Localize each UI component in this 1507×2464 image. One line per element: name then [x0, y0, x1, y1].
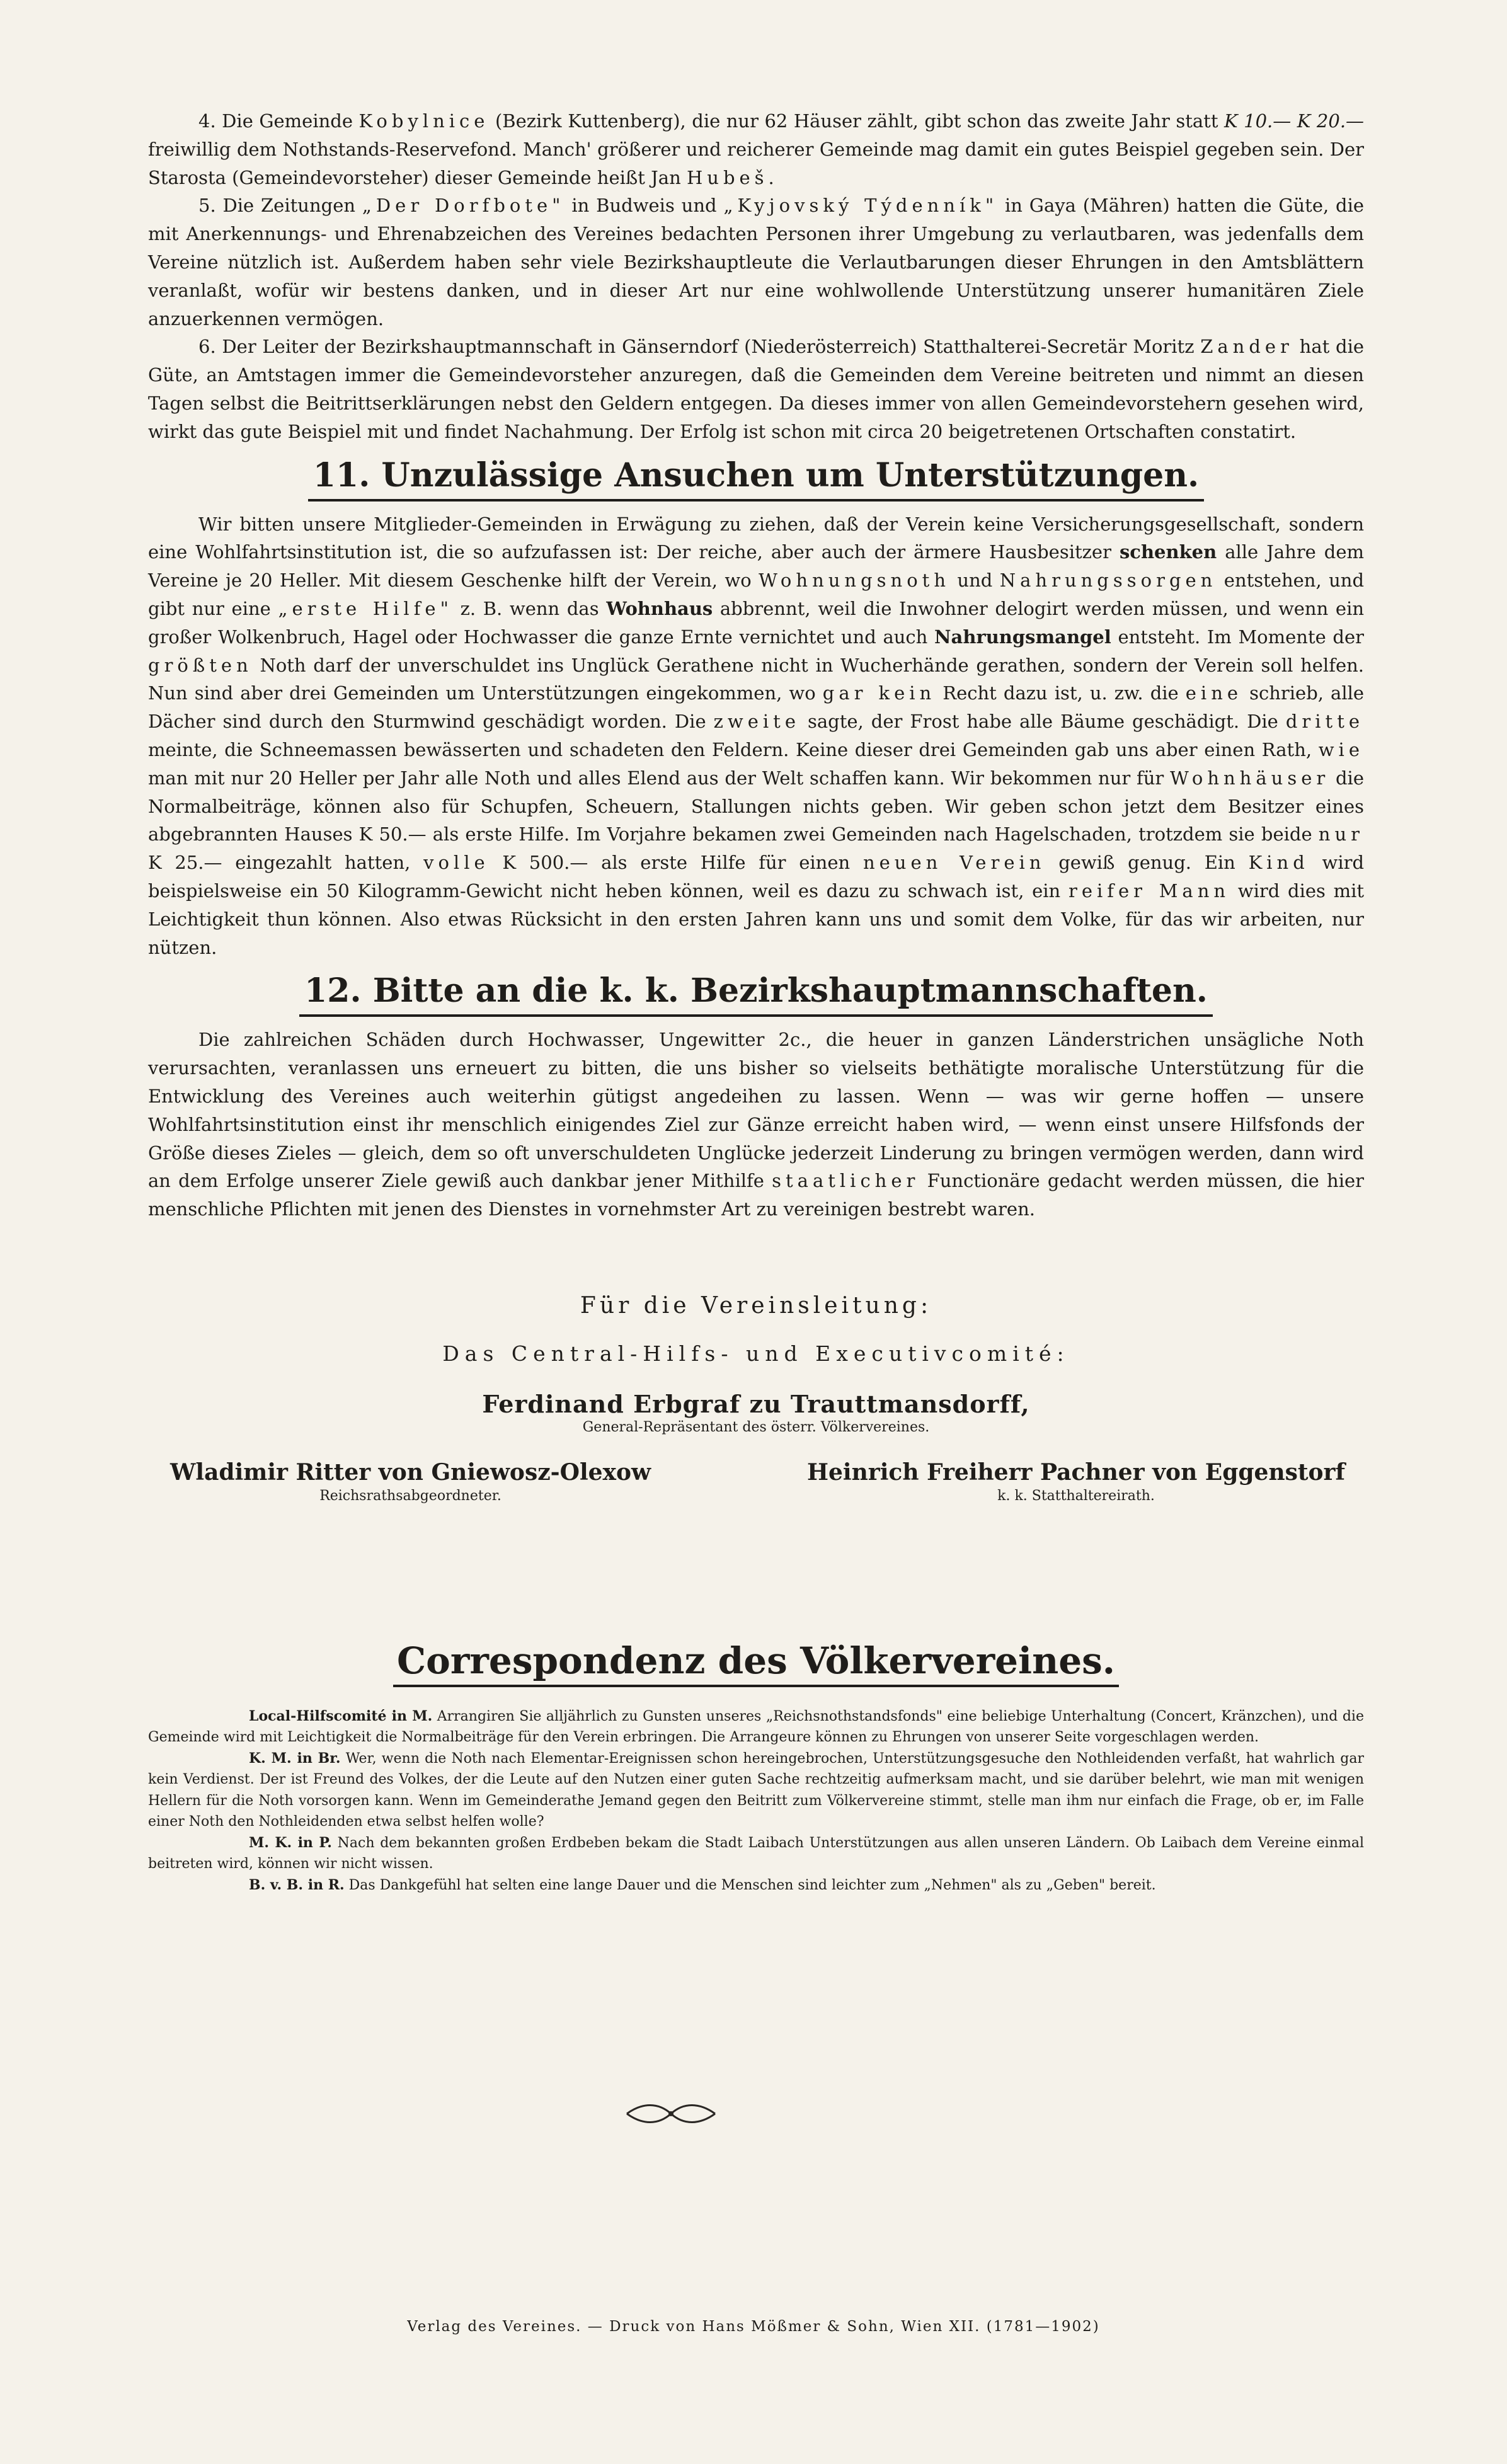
- signature-block: [148, 1293, 1364, 1435]
- paragraph-6: 6. Der Leiter der Bezirkshauptmannschaft in Gänserndorf (Niederösterreich) Statthalterei-Secretär Moritz Zander hat die Güte, an Amtstagen immer die Gemeindevorsteher anzuregen, daß die Gemeinden dem Vereine beitreten und nimmt an diesen Tagen selbst die Beitrittserklärungen nebst den Geldern entgegen. Da dieses immer von allen Gemeindevorstehern gesehen wird, wirkt das gute Beispiel mit und findet Nachahmung. Der Erfolg ist schon mit circa 20 beigetretenen Ortschaften constatirt.: [148, 336, 1365, 442]
- footer-imprint: Verlag des Vereines. — Druck von Hans Mößmer & Sohn, Wien XII. (1781—1902): [407, 2318, 1100, 2335]
- left-signatory-name: Wladimir Ritter von Gniewosz-Olexow: [170, 1458, 651, 1486]
- paragraph-5: 5. Die Zeitungen „Der Dorfbote" in Budweis und „Kyjovský Týdenník" in Gaya (Mähren) hatten die Güte, die mit Anerkennungs- und Ehrenabzeichen des Vereines bedachten Personen ihrer Umgebung zu verlautbaren, was jedenfalls dem Vereine nützlich ist. Außerdem haben sehr viele Bezirkshauptleute die Verlautbarungen dieser Ehrungen in den Amtsblättern veranlaßt, wofür wir bestens danken, und in dieser Art nur eine wohlwollende Unterstützung unserer humanitären Ziele anzuerkennen vermögen.: [148, 195, 1365, 329]
- committee-label: Das Central-Hilfs- und Executivcomité:: [442, 1341, 1070, 1366]
- signature-title: Für die Vereinsleitung:: [580, 1292, 932, 1319]
- paragraph-4: 4. Die Gemeinde Kobylnice (Bezirk Kuttenberg), die nur 62 Häuser zählt, gibt schon das zweite Jahr statt K 10.— K 20.— freiwillig dem Nothstands-Reservefond. Manch' größerer und reicherer Gemeinde mag damit ein gutes Beispiel gegeben sein. Der Starosta (Gemeindevorsteher) dieser Gemeinde heißt Jan Hubeš.: [148, 110, 1365, 188]
- left-signatory-role: Reichsrathsabgeordneter.: [319, 1487, 501, 1504]
- section-12-text: Die zahlreichen Schäden durch Hochwasser, Ungewitter 2c., die heuer in ganzen Länderstrichen unsägliche Noth verursachten, veranlassen uns erneuert zu bitten, die uns bisher so vielseits bethätigte moralische Unterstützung für die Entwicklung des Vereines auch weiterhin gütigst angedeihen zu lassen. Wenn — was wir gerne hoffen — unsere Wohlfahrtsinstitution einst ihr menschlich einigendes Ziel zur Gänze erreicht haben wird, — wenn einst unsere Hilfsfonds der Größe dieses Zieles — gleich, dem so oft unverschuldeten Unglücke jederzeit Linderung zu bringen vermögen werden, dann wird an dem Erfolge unserer Ziele gewiß auch dankbar jener Mithilfe staatlicher Functionäre gedacht werden müssen, die hier menschliche Pflichten mit jenen des Dienstes in vornehmster Art zu vereinigen bestrebt waren.: [148, 1029, 1365, 1220]
- correspondence-entry: K. M. in Br. Wer, wenn die Noth nach Elementar-Ereignissen schon hereingebrochen, Unterstützungsgesuche den Nothleidenden verfaßt, hat wahrlich gar kein Verdienst. Der ist Freund des Volkes, der die Leute auf den Nutzen einer guten Sache rechtzeitig aufmerksam macht, und sie darüber belehrt, wie man mit wenigen Hellern für die Noth vorsorgen kann. Wenn im Gemeinderathe Jemand gegen den Beitritt zum Völkervereine stimmt, stelle man ihm nur einfach die Frage, ob er, im Falle einer Noth den Nothleidenden etwa selbst helfen wolle?: [148, 1750, 1364, 1830]
- correspondence-heading: Correspondenz des Völkervereines.: [148, 1639, 1364, 1687]
- section-12-heading: 12. Bitte an die k. k. Bezirkshauptmannschaften.: [148, 969, 1364, 1017]
- correspondence-list: [148, 1706, 1364, 1896]
- correspondence-entry: M. K. in P. Nach dem bekannten großen Erdbeben bekam die Stadt Laibach Unterstützungen aus allen unseren Ländern. Ob Laibach dem Vereine einmal beitreten wird, können wir nicht wissen.: [148, 1834, 1364, 1872]
- correspondence-entry: B. v. B. in R. Das Dankgefühl hat selten eine lange Dauer und die Menschen sind leichter zum „Nehmen" als zu „Geben" bereit.: [249, 1876, 1156, 1893]
- signatory-pair: [148, 1459, 1364, 1504]
- section-11-text: Wir bitten unsere Mitglieder-Gemeinden in Erwägung zu ziehen, daß der Verein keine Versicherungsgesellschaft, sondern eine Wohlfahrtsinstitution ist, die so aufzufassen ist: Der reiche, aber auch der ärmere Hausbesitzer schenken alle Jahre dem Vereine je 20 Heller. Mit diesem Geschenke hilft der Verein, wo Wohnungsnoth und Nahrungssorgen entstehen, und gibt nur eine „erste Hilfe" z. B. wenn das Wohnhaus abbrennt, weil die Inwohner delogirt werden müssen, und wenn ein großer Wolkenbruch, Hagel oder Hochwasser die ganze Ernte vernichtet und auch Nahrungsmangel entsteht. Im Momente der größten Noth darf der unverschuldet ins Unglück Gerathene nicht in Wucherhände gerathen, sondern der Verein soll helfen. Nun sind aber drei Gemeinden um Unterstützungen eingekommen, wo gar kein Recht dazu ist, u. zw. die eine schrieb, alle Dächer sind durch den Sturmwind geschädigt worden. Die zweite sagte, der Frost habe alle Bäume geschädigt. Die dritte meinte, die Schneemassen bewässerten und schadeten den Feldern. Keine dieser drei Gemeinden gab uns aber einen Rath, wie man mit nur 20 Heller per Jahr alle Noth und alles Elend aus der Welt schaffen kann. Wir bekommen nur für Wohnhäuser die Normalbeiträge, können also für Schupfen, Scheuern, Stallungen nichts geben. Wir geben schon jetzt dem Besitzer eines abgebrannten Hauses K 50.— als erste Hilfe. Im Vorjahre bekamen zwei Gemeinden nach Hagelschaden, trotzdem sie beide nur K 25.— eingezahlt hatten, volle K 500.— als erste Hilfe für einen neuen Verein gewiß genug. Ein Kind wird beispielsweise ein 50 Kilogramm-Gewicht nicht heben können, weil es dazu zu schwach ist, ein reifer Mann wird dies mit Leichtigkeit thun können. Also etwas Rücksicht in den ersten Jahren kann uns und somit dem Volke, für das wir arbeiten, nur nützen.: [148, 513, 1365, 958]
- left-signatory: [170, 1459, 651, 1504]
- correspondence-entry: Local-Hilfscomité in M. Arrangiren Sie alljährlich zu Gunsten unseres „Reichsnothstandsfonds" eine beliebige Unterhaltung (Concert, Kränzchen), und die Gemeinde wird mit Leichtigkeit die Normalbeiträge für den Verein erbringen. Die Arrangeure können zu Ehrungen von unserer Seite vorgeschlagen werden.: [148, 1707, 1364, 1746]
- right-signatory-name: Heinrich Freiherr Pachner von Eggenstorf: [806, 1458, 1345, 1486]
- document-page: [148, 107, 1364, 1896]
- right-signatory-role: k. k. Statthaltereirath.: [997, 1487, 1155, 1504]
- section-11-heading: 11. Unzulässige Ansuchen um Unterstützungen.: [148, 454, 1364, 501]
- main-signatory-role: General-Repräsentant des österr. Völkervereines.: [582, 1419, 930, 1435]
- right-signatory: [807, 1459, 1345, 1504]
- ornament-divider: [624, 2101, 718, 2126]
- main-signatory-name: Ferdinand Erbgraf zu Trauttmansdorff,: [482, 1389, 1030, 1418]
